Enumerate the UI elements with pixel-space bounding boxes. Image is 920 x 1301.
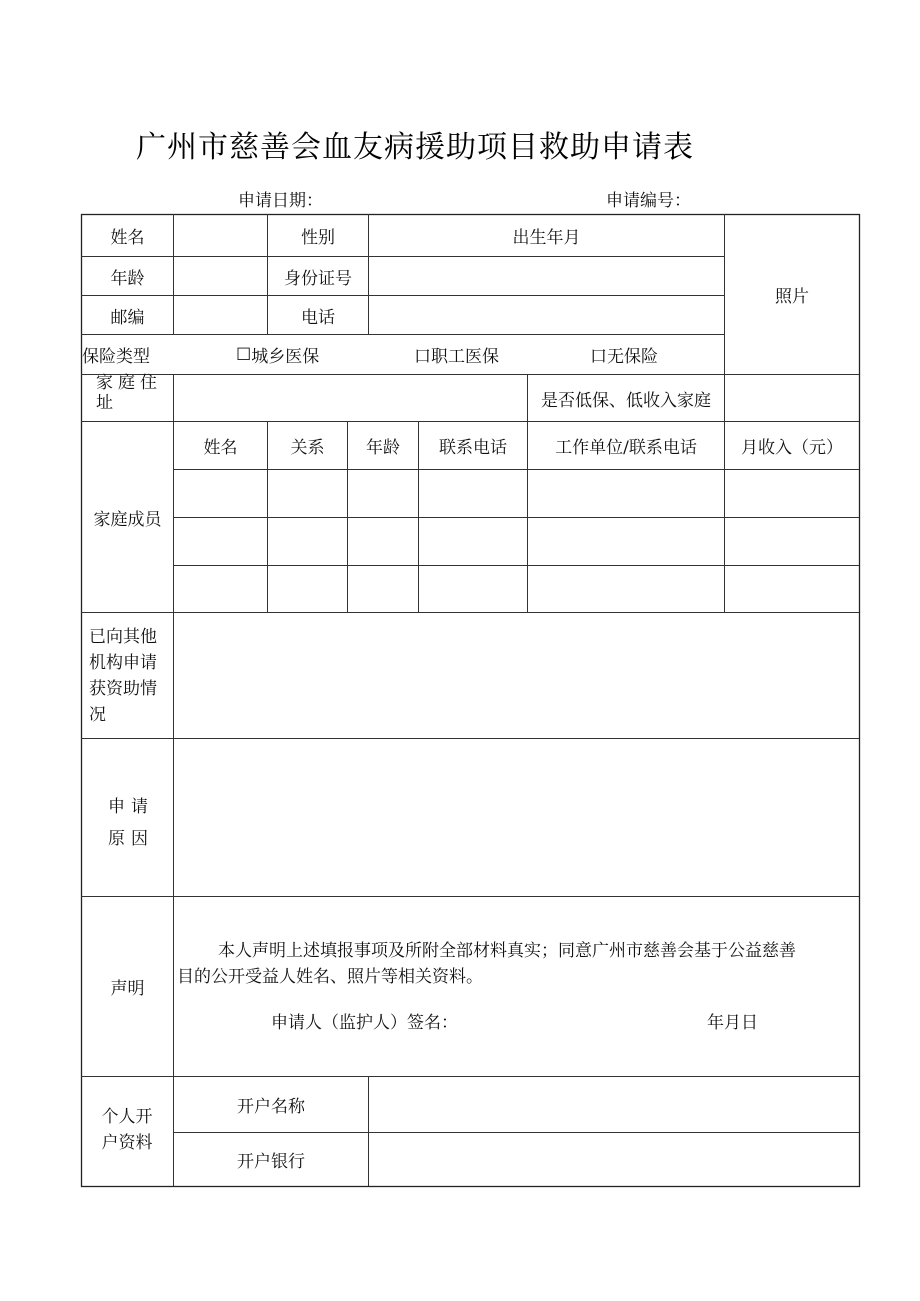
declaration-text-line1: 本人声明上述填报事项及所附全部材料真实；同意广州市慈善会基于公益慈善 bbox=[218, 941, 796, 961]
checkbox-icon: 口 bbox=[414, 347, 431, 367]
phone-input[interactable] bbox=[369, 296, 724, 334]
family-header-income: 月收入（元） bbox=[741, 438, 843, 458]
form-title: 广州市慈善会血友病援助项目救助申请表 bbox=[136, 130, 694, 165]
birth-date-label: 出生年月 bbox=[512, 228, 581, 248]
id-number-input[interactable] bbox=[369, 257, 724, 295]
family-header-relation: 关系 bbox=[290, 438, 325, 458]
account-name-label: 开户名称 bbox=[237, 1097, 305, 1117]
checkbox-icon: 口 bbox=[590, 347, 607, 367]
insurance-option-rural[interactable] bbox=[236, 335, 346, 374]
apply-number-label: 申请编号： bbox=[606, 191, 691, 211]
family-header-name: 姓名 bbox=[203, 438, 238, 458]
family-header-workplace: 工作单位/联系电话 bbox=[555, 438, 697, 458]
phone-label: 电话 bbox=[301, 307, 335, 328]
signature-date-label: 年月日 bbox=[707, 1013, 758, 1033]
account-name-input[interactable] bbox=[369, 1077, 859, 1132]
family-members-label: 家庭成员 bbox=[93, 509, 162, 530]
family-row[interactable] bbox=[174, 518, 859, 565]
family-row[interactable] bbox=[174, 566, 859, 612]
insurance-option-employee[interactable] bbox=[414, 335, 524, 374]
address-input[interactable] bbox=[174, 375, 527, 421]
low-income-label: 是否低保、低收入家庭 bbox=[541, 390, 711, 411]
reason-label: 申请原因 bbox=[108, 797, 154, 849]
signature-field[interactable] bbox=[470, 1009, 690, 1037]
id-number-label: 身份证号 bbox=[284, 268, 352, 289]
insurance-option-label: 无保险 bbox=[607, 347, 658, 367]
gender-label: 性别 bbox=[301, 228, 335, 248]
photo-box[interactable]: 照片 bbox=[775, 287, 809, 307]
zip-label: 邮编 bbox=[110, 307, 145, 328]
insurance-label: 保险类型 bbox=[82, 347, 150, 367]
insurance-option-none[interactable] bbox=[590, 335, 690, 374]
address-label: 家庭住址 bbox=[96, 373, 162, 413]
account-bank-input[interactable] bbox=[369, 1133, 859, 1186]
zip-input[interactable] bbox=[174, 296, 267, 334]
signature-label: 申请人（监护人）签名： bbox=[271, 1013, 458, 1033]
insurance-option-label: 城乡医保 bbox=[251, 347, 320, 367]
age-label: 年龄 bbox=[110, 268, 145, 289]
reason-input[interactable] bbox=[174, 739, 859, 896]
other-aid-input[interactable] bbox=[174, 613, 859, 738]
family-header-phone: 联系电话 bbox=[439, 438, 507, 458]
age-input[interactable] bbox=[174, 257, 267, 295]
insurance-option-label: 职工医保 bbox=[431, 347, 499, 367]
family-header-age: 年龄 bbox=[366, 438, 400, 458]
account-label: 个人开户资料 bbox=[101, 1107, 153, 1153]
low-income-input[interactable] bbox=[725, 375, 859, 421]
checkbox-icon: ☐ bbox=[236, 344, 252, 365]
account-bank-label: 开户银行 bbox=[237, 1152, 305, 1172]
family-row[interactable] bbox=[174, 470, 859, 517]
name-label: 姓名 bbox=[110, 228, 145, 248]
declaration-text-line2: 目的公开受益人姓名、照片等相关资料。 bbox=[177, 967, 483, 987]
other-aid-label: 已向其他机构申请获资助情况 bbox=[89, 627, 157, 725]
name-input[interactable] bbox=[174, 215, 267, 256]
apply-date-label: 申请日期： bbox=[238, 191, 323, 211]
declaration-label: 声明 bbox=[110, 979, 145, 999]
